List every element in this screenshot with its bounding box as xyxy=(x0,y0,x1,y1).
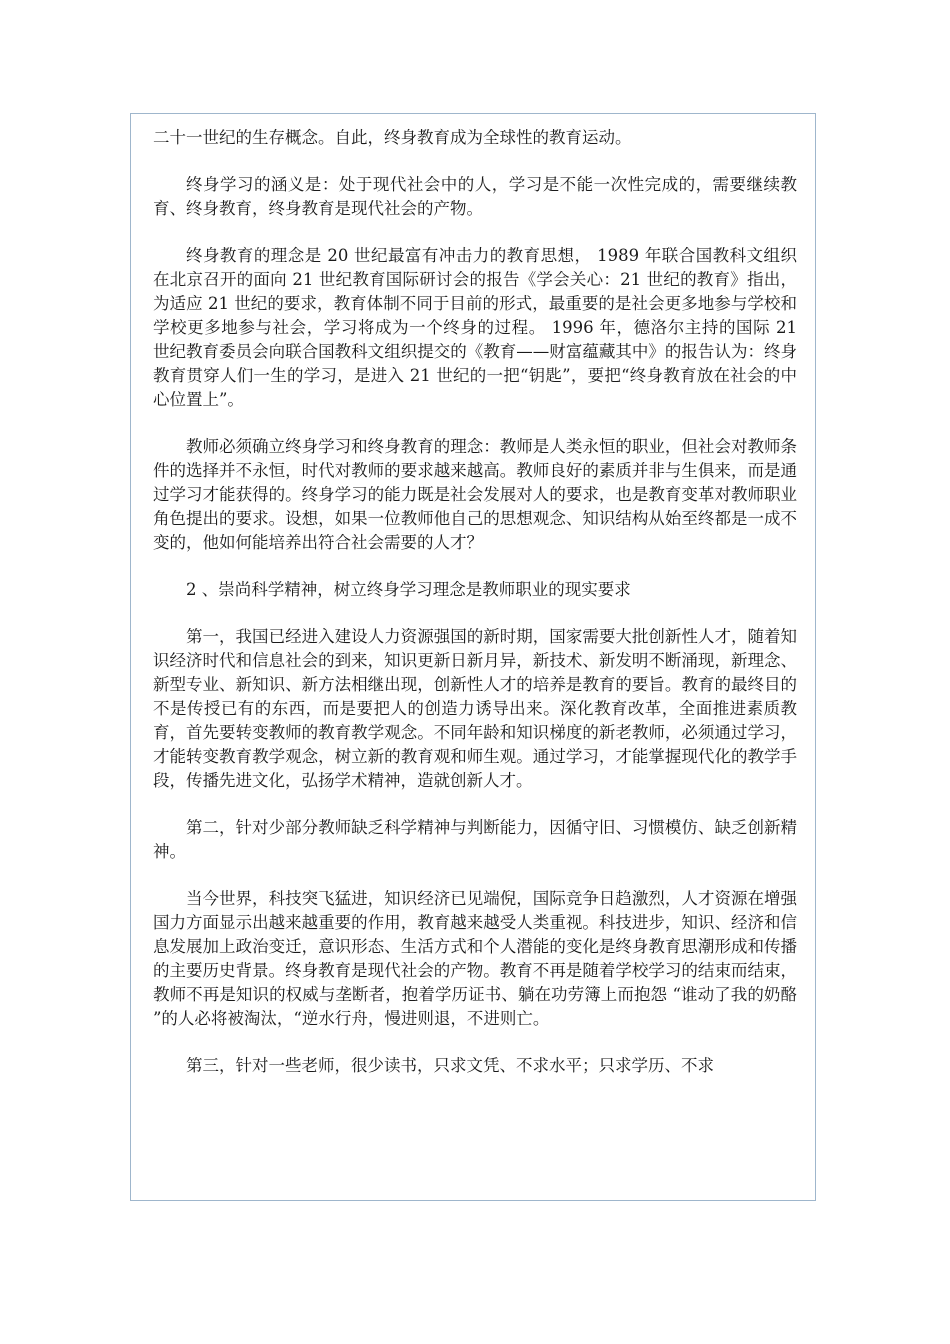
paragraph-1: 二十一世纪的生存概念。自此，终身教育成为全球性的教育运动。 xyxy=(153,128,632,147)
paragraph-6: 第一，我国已经进入建设人力资源强国的新时期，国家需要大批创新性人才，随着知识经济时代和信息社会的到来，知识更新日新月异，新技术、新发明不断涌现，新理念、新型专业、新知识、新方法相继出现，创新性人才的培养是教育的要旨。教育的最终目的不是传授已有的东西，而是要把人的创造力诱导出来。深化教育改革，全面推进素质教育，首先要转变教师的教育教学观念。不同年龄和知识梯度的新老教师，必须通过学习，才能转变教育教学观念，树立新的教育观和师生观。通过学习，才能掌握现代化的教学手段，传播先进文化，弘扬学术精神，造就创新人才。 xyxy=(153,627,797,790)
paragraph-9: 第三，针对一些老师，很少读书，只求文凭、不求水平；只求学历、不求 xyxy=(186,1056,714,1075)
paragraph-2: 终身学习的涵义是：处于现代社会中的人，学习是不能一次性完成的，需要继续教育、终身教育，终身教育是现代社会的产物。 xyxy=(153,175,797,218)
paragraph-3: 终身教育的理念是 20 世纪最富有冲击力的教育思想， 1989 年联合国教科文组织在北京召开的面向 21 世纪教育国际研讨会的报告《学会关心：21 世纪的教育》指出，为适应 21 世纪的要求，教育体制不同于目前的形式，最重要的是社会更多地参与学校和学校更多地参与社会，学习将成为一个终身的过程。 1996 年，德洛尔主持的国际 21 世纪教育委员会向联合国教科文组织提交的《教育——财富蕴藏其中》的报告认为：终身教育贯穿人们一生的学习，是进入 21 世纪的一把“钥匙”，要把“终身教育放在社会的中心位置上”。 xyxy=(153,246,797,409)
paragraph-8: 当今世界，科技突飞猛进，知识经济已见端倪，国际竞争日趋激烈，人才资源在增强国力方面显示出越来越重要的作用，教育越来越受人类重视。科技进步，知识、经济和信息发展加上政治变迁，意识形态、生活方式和个人潜能的变化是终身教育思潮形成和传播的主要历史背景。终身教育是现代社会的产物。教育不再是随着学校学习的结束而结束，教师不再是知识的权威与垄断者，抱着学历证书、躺在功劳簿上而抱怨 “谁动了我的奶酪 ”的人必将被淘汰，“逆水行舟，慢进则退，不进则亡。 xyxy=(153,889,797,1028)
document-body xyxy=(153,126,797,1101)
section-heading: 2 、崇尚科学精神，树立终身学习理念是教师职业的现实要求 xyxy=(186,580,631,599)
page-frame xyxy=(130,113,816,1201)
paragraph-7: 第二，针对少部分教师缺乏科学精神与判断能力，因循守旧、习惯模仿、缺乏创新精神。 xyxy=(153,818,797,861)
paragraph-4: 教师必须确立终身学习和终身教育的理念：教师是人类永恒的职业，但社会对教师条件的选择并不永恒，时代对教师的要求越来越高。教师良好的素质并非与生俱来，而是通过学习才能获得的。终身学习的能力既是社会发展对人的要求，也是教育变革对教师职业角色提出的要求。设想，如果一位教师他自己的思想观念、知识结构从始至终都是一成不变的，他如何能培养出符合社会需要的人才？ xyxy=(153,437,797,552)
